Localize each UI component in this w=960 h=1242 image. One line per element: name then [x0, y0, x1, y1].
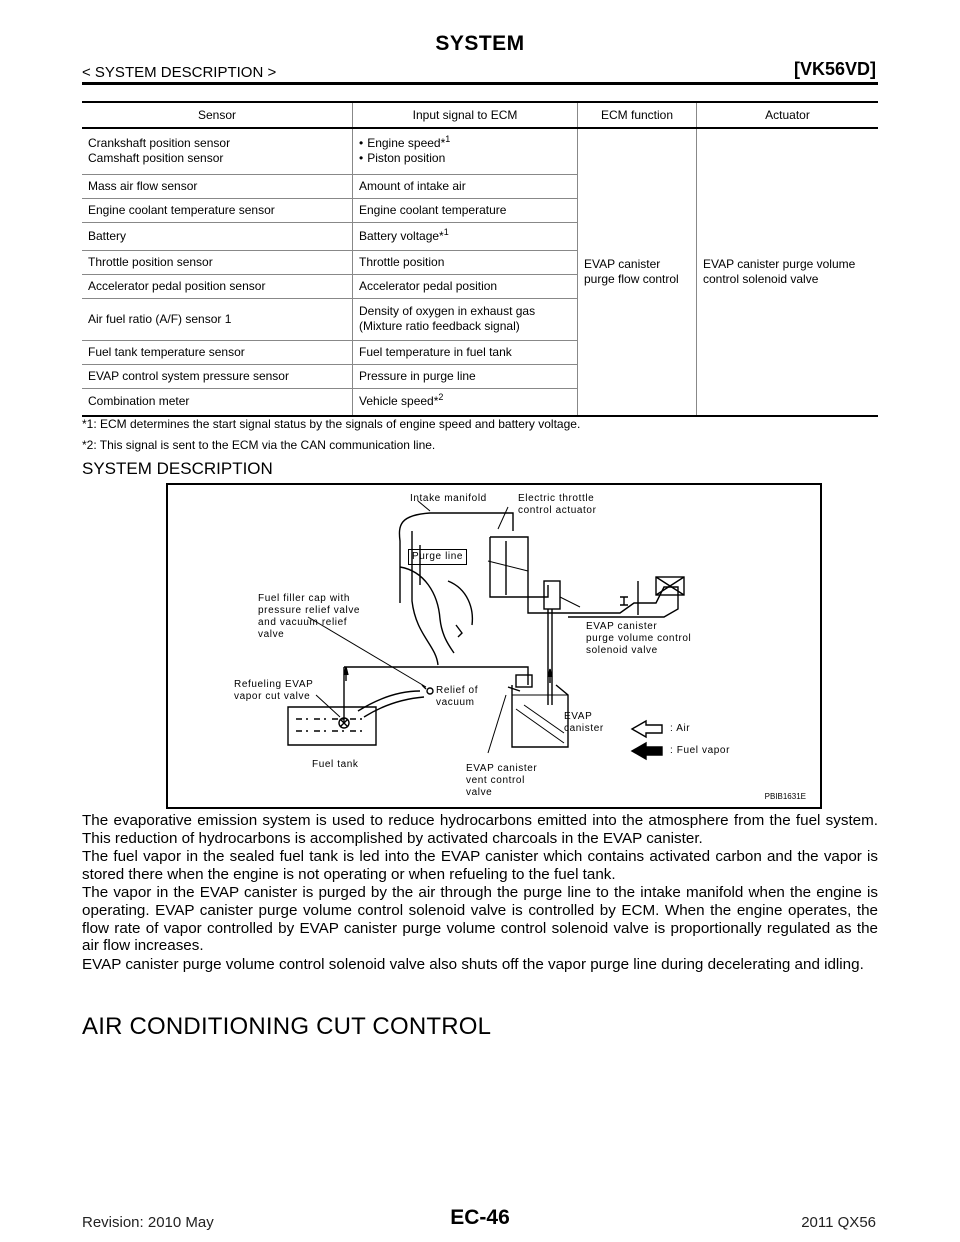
legend-fuel-vapor: : Fuel vapor	[670, 745, 731, 756]
sensor-cell: Throttle position sensor	[82, 250, 353, 274]
sensor-cell	[82, 128, 353, 174]
paragraph: The fuel vapor in the sealed fuel tank is led into the EVAP canister which contains activated carbon and the vapor is stored there when the engine is not operating or when refueling to the fuel tank.	[82, 848, 878, 883]
paragraph: The evaporative emission system is used to reduce hydrocarbons emitted into the atmosphere from the fuel system. This reduction of hydrocarbons is accomplished by activated charcoals in the EVAP canister.	[82, 812, 878, 847]
actuator-cell	[697, 128, 879, 416]
ecm-function-text: purge flow control	[584, 272, 679, 286]
input-cell: Vehicle speed*$^2$	[353, 388, 578, 416]
paragraph: EVAP canister purge volume control solenoid valve also shuts off the vapor purge line during decelerating and idling.	[82, 956, 864, 973]
label-refueling-vapor-cut-valve: Refueling EVAP vapor cut valve	[234, 679, 314, 702]
label-fuel-filler-cap: Fuel filler cap with pressure relief valve and vacuum relief valve	[258, 593, 361, 640]
label-purge-control-valve: EVAP canister purge volume control solenoid valve	[586, 621, 692, 656]
footnote: *2: This signal is sent to the ECM via the CAN communication line.	[82, 438, 436, 452]
revision-date: Revision: 2010 May	[82, 1214, 214, 1231]
model-code: [VK56VD]	[793, 59, 876, 79]
sensor-cell: Fuel tank temperature sensor	[82, 340, 353, 364]
input-text: Density of oxygen in exhaust gas	[359, 304, 536, 318]
figure-id: PBIB1631E	[764, 792, 806, 801]
input-cell: Pressure in purge line	[353, 364, 578, 388]
label-vent-control-valve: EVAP canister vent control valve	[466, 763, 538, 798]
label-throttle-actuator: Electric throttle control actuator	[518, 493, 597, 516]
input-signal: • Engine speed*$^1$	[359, 136, 571, 151]
column-header-input: Input signal to ECM	[353, 102, 578, 128]
column-header-sensor: Sensor	[82, 102, 353, 128]
header-divider	[82, 82, 878, 85]
ecm-function-text: EVAP canister	[584, 257, 661, 271]
sensor-name: Camshaft position sensor	[88, 151, 224, 166]
sensor-cell: Battery	[82, 222, 353, 250]
sensor-cell: Combination meter	[82, 388, 353, 416]
page-title: SYSTEM	[435, 32, 525, 55]
paragraph: The vapor in the EVAP canister is purged by the air through the purge line to the intake manifold when the engine is operating. EVAP canister purge volume control solenoid valve is controlled by ECM. When the engine operates, the flow rate of vapor controlled by EVAP canister purge volume control solenoid valve is proportionally regulated as the air flow increases.	[82, 884, 878, 955]
label-purge-line: Purge line	[408, 549, 467, 565]
input-text: (Mixture ratio feedback signal)	[359, 319, 520, 333]
input-cell	[353, 298, 578, 340]
legend-air: : Air	[670, 723, 691, 734]
actuator-text: EVAP canister purge volume	[703, 257, 856, 271]
input-cell: Fuel temperature in fuel tank	[353, 340, 578, 364]
page-number: EC-46	[450, 1206, 510, 1229]
label-intake-manifold: Intake manifold	[410, 493, 487, 504]
label-evap-canister: EVAP canister	[564, 711, 604, 734]
input-cell: Engine coolant temperature	[353, 198, 578, 222]
input-cell: Throttle position	[353, 250, 578, 274]
sensor-cell: Accelerator pedal position sensor	[82, 274, 353, 298]
table-header-row	[82, 102, 878, 128]
label-relief-of-vacuum: Relief of vacuum	[436, 685, 479, 708]
input-cell: Amount of intake air	[353, 174, 578, 198]
section-heading: SYSTEM DESCRIPTION	[82, 459, 273, 478]
column-header-ecm-function: ECM function	[578, 102, 697, 128]
sensor-cell: Air fuel ratio (A/F) sensor 1	[82, 298, 353, 340]
sensor-cell: Mass air flow sensor	[82, 174, 353, 198]
sensor-table	[82, 101, 878, 417]
input-cell	[353, 128, 578, 174]
input-cell: Accelerator pedal position	[353, 274, 578, 298]
ecm-function-cell	[578, 128, 697, 416]
input-signal: • Piston position	[359, 151, 571, 166]
footnote: *1: ECM determines the start signal status by the signals of engine speed and battery voltage.	[82, 417, 581, 431]
sensor-cell: EVAP control system pressure sensor	[82, 364, 353, 388]
sensor-cell: Engine coolant temperature sensor	[82, 198, 353, 222]
column-header-actuator: Actuator	[697, 102, 879, 128]
actuator-text: control solenoid valve	[703, 272, 819, 286]
sensor-name: Crankshaft position sensor	[88, 136, 231, 151]
evap-diagram-drawing	[168, 485, 820, 807]
label-fuel-tank: Fuel tank	[312, 759, 359, 770]
evap-system-diagram	[166, 483, 822, 809]
vehicle-model: 2011 QX56	[801, 1214, 876, 1231]
breadcrumb: < SYSTEM DESCRIPTION >	[82, 64, 277, 81]
input-cell: Battery voltage*$^1$	[353, 222, 578, 250]
table-row	[82, 128, 878, 174]
section-title: AIR CONDITIONING CUT CONTROL	[82, 1013, 492, 1040]
